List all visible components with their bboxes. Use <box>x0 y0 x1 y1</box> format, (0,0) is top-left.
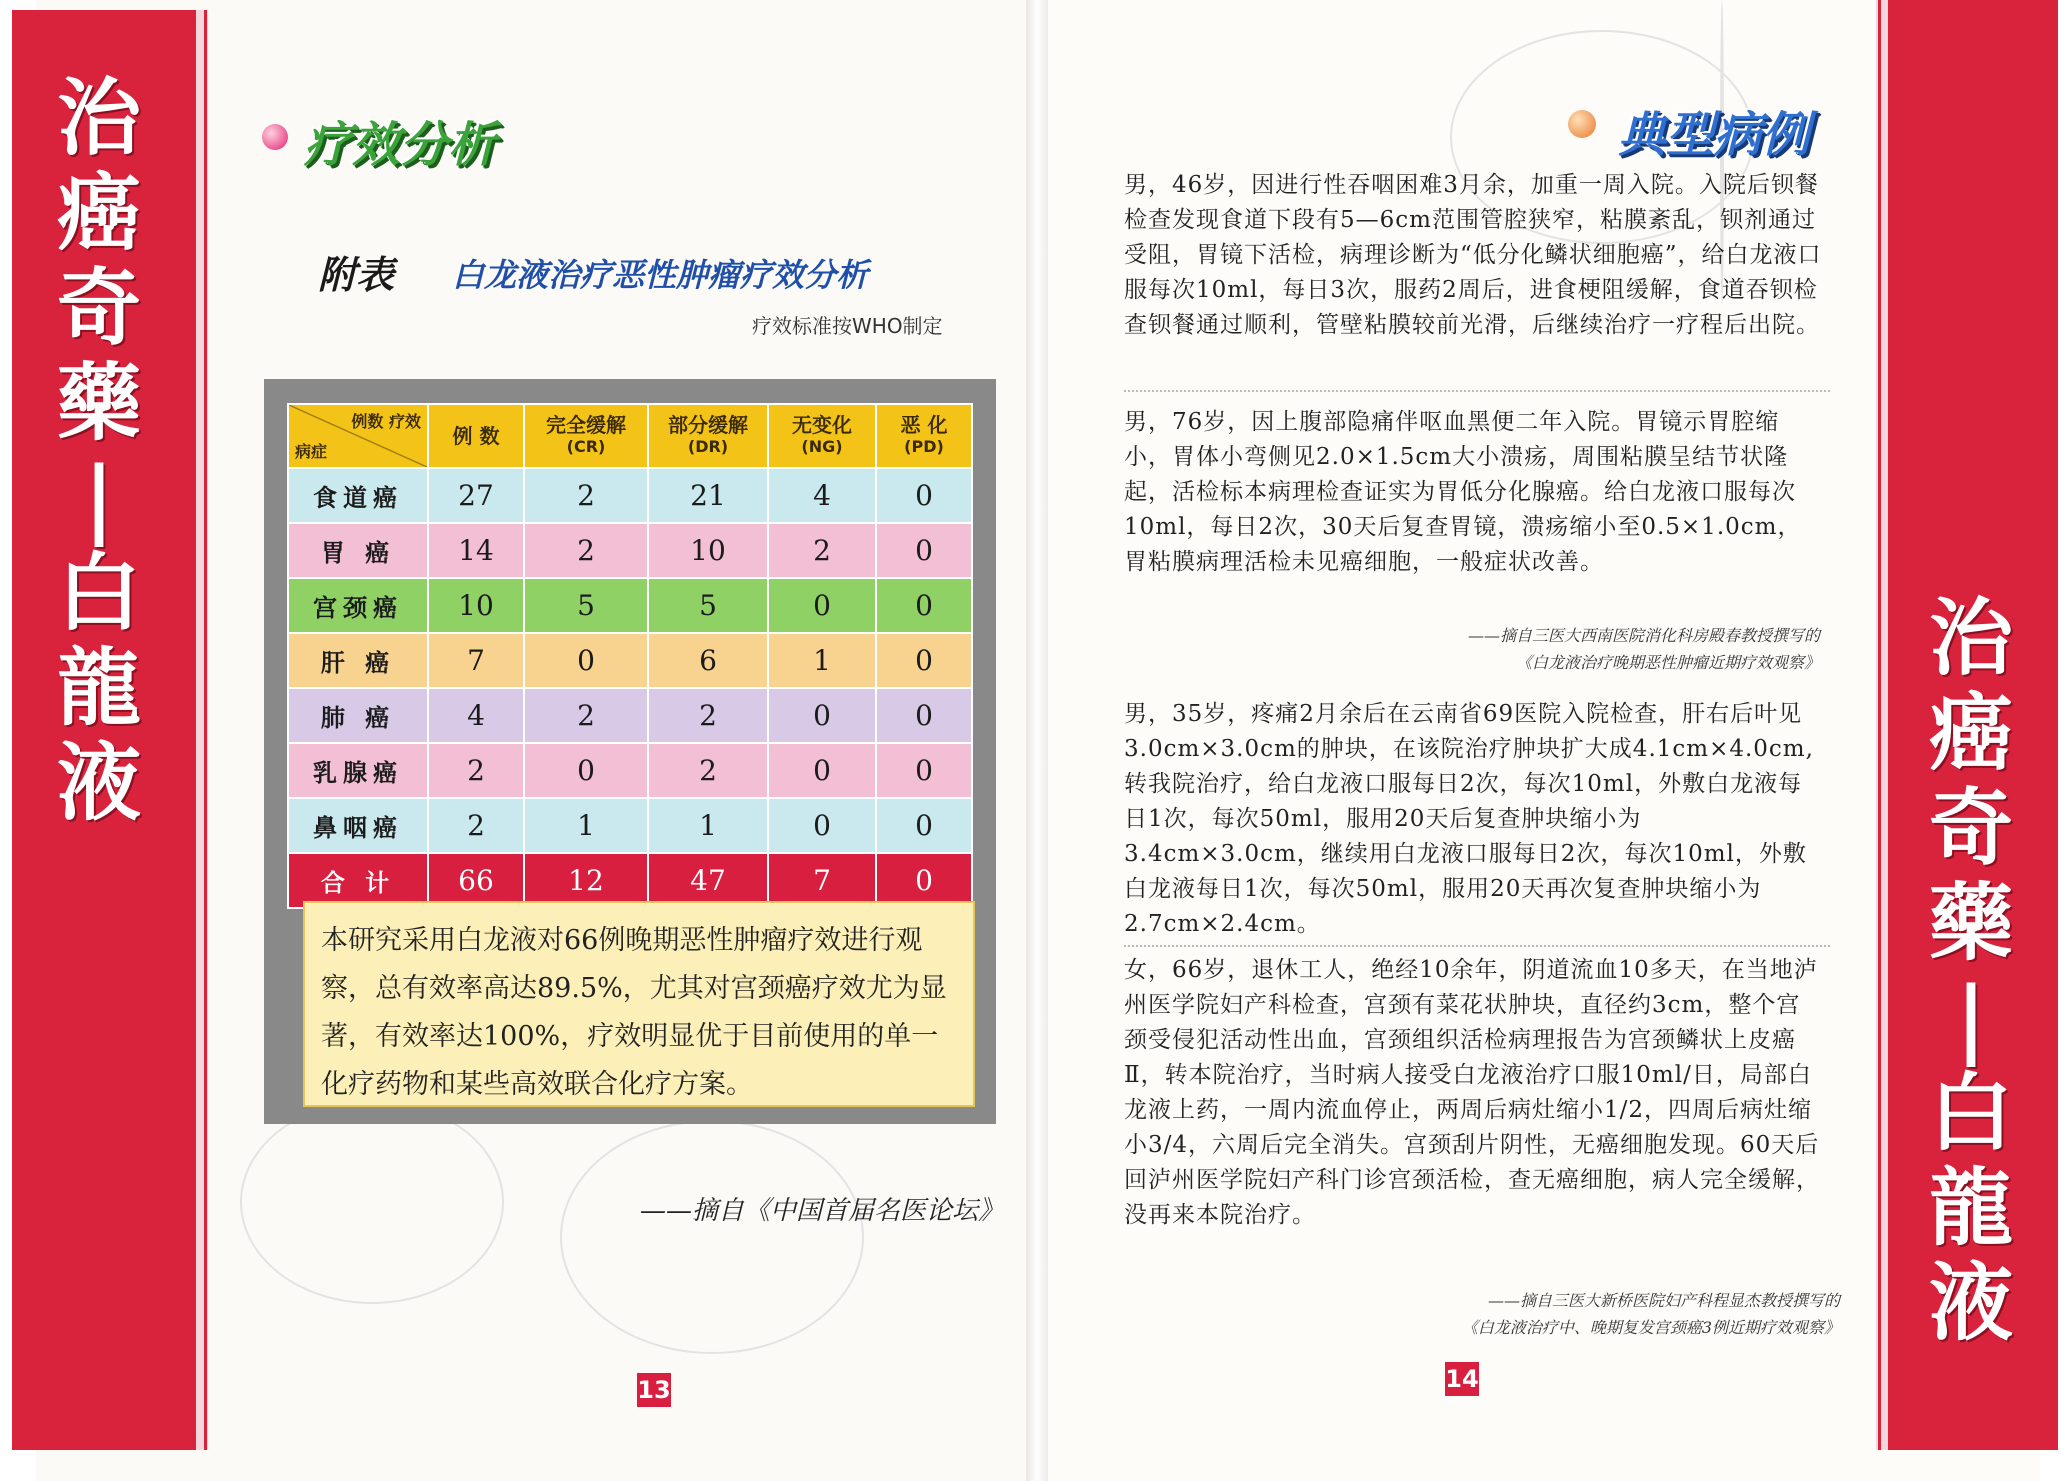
row-label: 肺 癌 <box>288 688 428 743</box>
table-cell: 4 <box>768 468 876 523</box>
table-cell: 10 <box>428 578 524 633</box>
table-cell: 7 <box>428 633 524 688</box>
table-cell: 2 <box>648 743 768 798</box>
case-paragraph-2: 男，76岁，因上腹部隐痛伴呕血黑便二年入院。胃镜示胃腔缩小，胃体小弯侧见2.0×1.5cm大小溃疡，周围粘膜呈结节状隆起，活检标本病理检查证实为胃低分化腺癌。给白龙液口服每次10ml，每日2次，30天后复查胃镜，溃疡缩小至0.5×1.0cm，胃粘膜病理活检未见癌细胞，一般症状改善。 <box>1124 409 1802 575</box>
table-cell: 21 <box>648 468 768 523</box>
page-number-14: 14 <box>1445 1362 1479 1396</box>
table-row <box>288 523 972 578</box>
table-cell: 14 <box>428 523 524 578</box>
table-cell: 66 <box>428 853 524 908</box>
divider <box>1124 390 1830 392</box>
table-row <box>288 468 972 523</box>
section-title-cases: 典型病例 <box>1618 107 1811 163</box>
table-cell: 0 <box>876 578 972 633</box>
table-cell: 0 <box>876 743 972 798</box>
col-header: 无变化 (NG) <box>768 404 876 468</box>
table-cell: 0 <box>524 633 648 688</box>
source-citation: ——摘自《中国首届名医论坛》 <box>640 1196 1005 1226</box>
table-cell: 1 <box>768 633 876 688</box>
summary-box: 本研究采用白龙液对66例晚期恶性肿瘤疗效进行观察，总有效率高达89.5%，尤其对宫颈癌疗效尤为显著，有效率达100%，疗效明显优于目前使用的单一化疗药物和某些高效联合化疗方案。 <box>303 901 975 1107</box>
table-cell: 27 <box>428 468 524 523</box>
table-cell: 47 <box>648 853 768 908</box>
efficacy-table <box>287 403 971 899</box>
table-row <box>288 578 972 633</box>
table-cell: 0 <box>876 688 972 743</box>
row-label: 胃 癌 <box>288 523 428 578</box>
table-cell: 12 <box>524 853 648 908</box>
right-banner-inner-line <box>1878 0 1881 1450</box>
table-corner-cell: 例数 疗效 病症 <box>288 404 428 468</box>
row-label: 肝 癌 <box>288 633 428 688</box>
table-row <box>288 798 972 853</box>
divider <box>1124 945 1830 947</box>
table-cell: 2 <box>524 468 648 523</box>
table-cell: 5 <box>524 578 648 633</box>
appendix-title: 白龙液治疗恶性肿瘤疗效分析 <box>452 256 869 294</box>
table-header-row <box>288 404 972 468</box>
table-cell: 2 <box>524 688 648 743</box>
table-cell: 0 <box>768 743 876 798</box>
left-vertical-title: 治 癌 奇 藥 | 白 龍 液 <box>56 68 141 832</box>
table-cell: 1 <box>524 798 648 853</box>
table-cell: 0 <box>768 798 876 853</box>
table-total-row <box>288 853 972 908</box>
table-cell: 2 <box>428 798 524 853</box>
page-number-13: 13 <box>637 1373 671 1407</box>
table-cell: 0 <box>768 688 876 743</box>
section-title-efficacy: 疗效分析 <box>304 117 497 173</box>
table-cell: 2 <box>648 688 768 743</box>
spine-shadow <box>1026 0 1048 1481</box>
col-header: 部分缓解 (DR) <box>648 404 768 468</box>
table-cell: 0 <box>876 523 972 578</box>
table-cell: 2 <box>428 743 524 798</box>
case-citation-2: ——摘自三医大新桥医院妇产科程显杰教授撰写的 《白龙液治疗中、晚期复发宫颈癌3例近期疗效观察》 <box>1461 1291 1840 1337</box>
col-header: 完全缓解 (CR) <box>524 404 648 468</box>
col-header: 例 数 <box>428 404 524 468</box>
table-row <box>288 743 972 798</box>
case-paragraph-4: 女，66岁，退休工人，绝经10余年，阴道流血10多天，在当地泸州医学院妇产科检查，宫颈有菜花状肿块，直径约3cm，整个宫颈受侵犯活动性出血，宫颈组织活检病理报告为宫颈鳞状上皮癌Ⅱ，转本院治疗，当时病人接受白龙液治疗口服10ml/日，局部白龙液上药，一周内流血停止，两周后病灶缩小1/2，四周后病灶缩小3/4，六周后完全消失。宫颈刮片阴性，无癌细胞发现。60天后回泸州医学院妇产科门诊宫颈活检，查无癌细胞，病人完全缓解，没再来本院治疗。 <box>1124 957 1820 1228</box>
case-paragraph-3: 男，35岁，疼痛2月余后在云南省69医院入院检查，肝右后叶见3.0cm×3.0cm的肿块，在该院治疗肿块扩大成4.1cm×4.0cm,转我院治疗，给白龙液口服每日2次，每次10ml，外敷白龙液每日1次，每次50ml，服用20天后复查肿块缩小为3.4cm×3.0cm，继续用白龙液口服每日2次，每次10ml，外敷白龙液每日1次，每次50ml，服用20天再次复查肿块缩小为2.7cm×2.4cm。 <box>1124 701 1814 937</box>
row-label: 食道癌 <box>288 468 428 523</box>
criteria-note: 疗效标准按WHO制定 <box>752 314 943 338</box>
left-banner-inner-line <box>204 10 207 1450</box>
table-cell: 0 <box>876 798 972 853</box>
table-cell: 7 <box>768 853 876 908</box>
table-cell: 10 <box>648 523 768 578</box>
pink-bullet-dot <box>262 124 288 150</box>
row-label: 鼻咽癌 <box>288 798 428 853</box>
col-header: 恶 化 (PD) <box>876 404 972 468</box>
table-cell: 5 <box>648 578 768 633</box>
table-row <box>288 633 972 688</box>
table-cell: 1 <box>648 798 768 853</box>
table-cell: 6 <box>648 633 768 688</box>
row-label: 宫颈癌 <box>288 578 428 633</box>
table-cell: 0 <box>768 578 876 633</box>
row-label: 乳腺癌 <box>288 743 428 798</box>
dragon-pattern <box>240 1100 504 1304</box>
right-vertical-title: 治 癌 奇 藥 | 白 龍 液 <box>1928 588 2013 1352</box>
table-cell: 0 <box>876 633 972 688</box>
table-cell: 4 <box>428 688 524 743</box>
row-label: 合 计 <box>288 853 428 908</box>
table-cell: 2 <box>524 523 648 578</box>
dragon-pattern <box>560 1120 864 1354</box>
appendix-prefix: 附表 <box>318 252 395 297</box>
table-row <box>288 688 972 743</box>
case-paragraph-1: 男，46岁，因进行性吞咽困难3月余，加重一周入院。入院后钡餐检查发现食道下段有5—6cm范围管腔狭窄，粘膜紊乱，钡剂通过受阻，胃镜下活检，病理诊断为“低分化鳞状细胞癌”，给白龙液口服每次10ml，每日3次，服药2周后，进食梗阻缓解，食道吞钡检查钡餐通过顺利，管壁粘膜较前光滑，后继续治疗一疗程后出院。 <box>1124 172 1822 338</box>
orange-bullet-dot <box>1568 110 1596 138</box>
table-cell: 2 <box>768 523 876 578</box>
table-cell: 0 <box>876 853 972 908</box>
table-cell: 0 <box>876 468 972 523</box>
table-cell: 0 <box>524 743 648 798</box>
case-citation-1: ——摘自三医大西南医院消化科房殿春教授撰写的 《白龙液治疗晚期恶性肿瘤近期疗效观察》 <box>1467 626 1820 672</box>
